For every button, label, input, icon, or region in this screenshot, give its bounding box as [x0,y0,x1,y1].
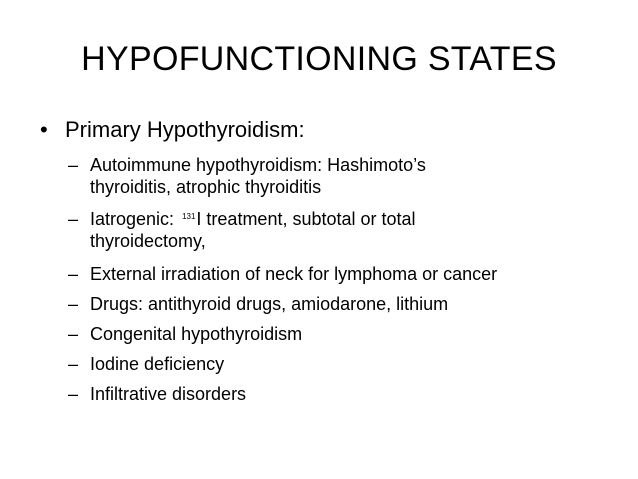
dash-icon: – [68,209,79,229]
dash-icon: – [68,264,79,284]
bullet-primary-hypothyroidism [40,116,305,144]
list-item-iodine-deficiency [68,353,613,375]
item-text: External irradiation of neck for lymphoma or cancer [90,264,498,284]
dash-icon: – [68,384,79,404]
list-item-autoimmune [68,154,613,198]
isotope-superscript: 131 [182,212,196,221]
item-text-line2: thyroidectomy, [90,231,206,251]
item-text: Infiltrative disorders [90,384,247,404]
dash-icon: – [68,155,79,175]
iatrogenic-rest: I treatment, subtotal or total [196,209,416,229]
bullet-label: Primary Hypothyroidism: [65,117,305,142]
slide-title: HYPOFUNCTIONING STATES [81,40,557,78]
list-item-drugs [68,293,613,315]
dash-icon: – [68,324,79,344]
dash-icon: – [68,294,79,314]
item-text: Congenital hypothyroidism [90,324,303,344]
dash-icon: – [68,354,79,374]
item-text-line1 [90,208,613,230]
item-text: Iodine deficiency [90,354,225,374]
item-text-line1: Autoimmune hypothyroidism: Hashimoto’s [90,155,426,175]
iatrogenic-prefix: Iatrogenic: [90,209,175,229]
list-item-iatrogenic [68,208,613,252]
list-item-congenital [68,323,613,345]
item-text-line2: thyroiditis, atrophic thyroiditis [90,177,322,197]
list-item-external-irradiation [68,263,613,285]
bullet-icon: • [40,117,48,142]
list-item-infiltrative [68,383,613,405]
item-text: Drugs: antithyroid drugs, amiodarone, lithium [90,294,449,314]
